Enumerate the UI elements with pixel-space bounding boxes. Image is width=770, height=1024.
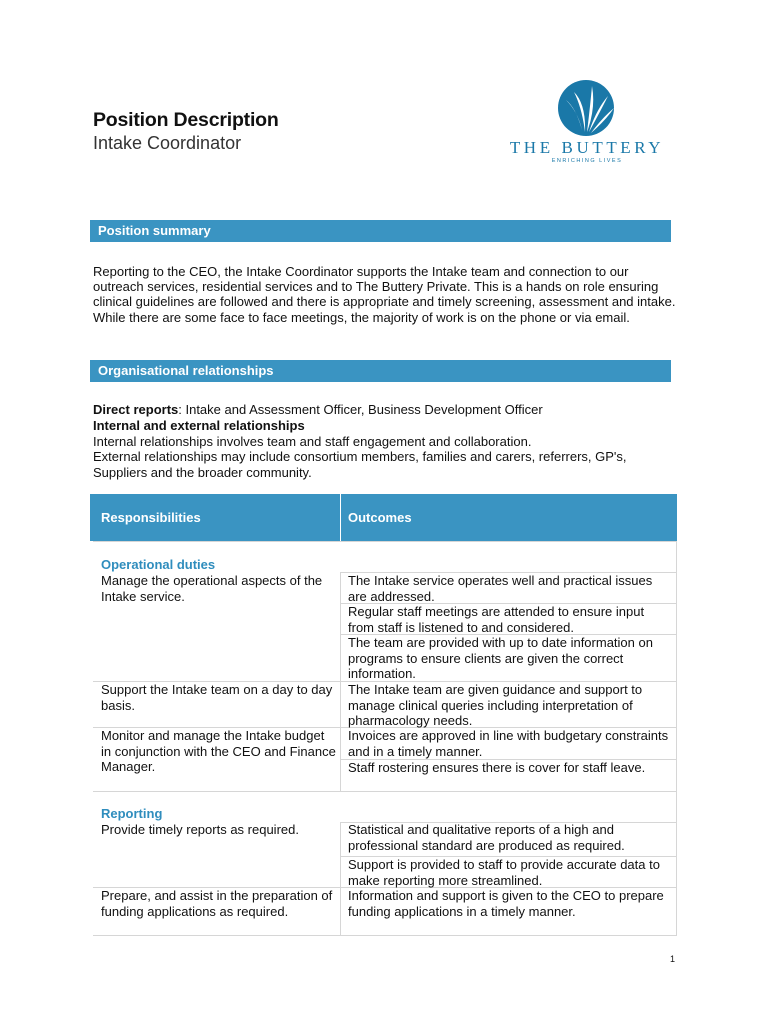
buttery-logo: [500, 76, 674, 168]
direct-reports-label: Direct reports: [93, 402, 179, 417]
responsibility-cell: Support the Intake team on a day to day basis.: [101, 682, 333, 713]
operational-duties-heading: Operational duties: [101, 557, 216, 572]
table-border: [676, 822, 677, 936]
outcome-cell: Staff rostering ensures there is cover for staff leave.: [348, 760, 646, 775]
outcome-cell: Regular staff meetings are attended to ensure input from staff is listened to and considered.: [348, 604, 645, 635]
outcome-cell: Invoices are approved in line with budgetary constraints and in a timely manner.: [348, 728, 669, 759]
relationships-heading: Organisational relationships: [90, 360, 671, 382]
internal-relationships-text: Internal relationships involves team and staff engagement and collaboration.: [93, 434, 532, 449]
reporting-heading: Reporting: [101, 806, 163, 821]
external-relationships-text: External relationships may include consortium members, families and carers, referrers, GP's, Suppliers and the broader community.: [93, 449, 627, 480]
outcome-cell: The team are provided with up to date information on programs to ensure clients are given the correct information.: [348, 635, 653, 681]
outcome-cell: Information and support is given to the CEO to prepare funding applications in a timely manner.: [348, 888, 664, 919]
table-rule: [93, 791, 677, 792]
direct-reports-text: : Intake and Assessment Officer, Business Development Officer: [178, 402, 543, 417]
logo-wordmark: THE BUTTERY: [509, 138, 665, 157]
logo-leaf-icon: [552, 78, 622, 138]
responsibility-cell: Prepare, and assist in the preparation of funding applications as required.: [101, 888, 333, 919]
direct-reports: [93, 402, 678, 418]
outcome-cell: Support is provided to staff to provide accurate data to make reporting more streamlined.: [348, 857, 660, 888]
responsibility-cell: Monitor and manage the Intake budget in conjunction with the CEO and Finance Manager.: [101, 728, 336, 774]
col-outcomes: Outcomes: [348, 510, 412, 525]
page-number: 1: [670, 954, 676, 964]
document-subtitle: Intake Coordinator: [93, 133, 242, 153]
position-summary-text: Reporting to the CEO, the Intake Coordinator supports the Intake team and connection to our outreach services, residential services and to The Buttery Private. This is a hands on role ensuring clinical guidelines are followed and there is appropriate and timely screening, assessment and intake. While there are some face to face meetings, the majority of work is on the phone or via email.: [93, 264, 676, 325]
responsibilities-table-header: [90, 494, 677, 541]
document-title: Position Description: [93, 109, 279, 131]
header-divider: [340, 494, 341, 541]
position-summary-heading: Position summary: [90, 220, 671, 242]
logo-tagline: ENRICHING LIVES: [551, 158, 623, 164]
table-column-divider: [340, 822, 341, 936]
outcome-cell: Statistical and qualitative reports of a high and professional standard are produced as required.: [348, 822, 625, 853]
table-rule: [93, 541, 677, 542]
responsibility-cell: Provide timely reports as required.: [101, 822, 299, 837]
internal-external-label: Internal and external relationships: [93, 418, 305, 433]
col-responsibilities: Responsibilities: [101, 510, 201, 525]
outcome-cell: The Intake team are given guidance and support to manage clinical queries including interpretation of pharmacology needs.: [348, 682, 643, 728]
table-border: [676, 541, 677, 572]
table-rule: [93, 935, 677, 936]
table-border: [676, 791, 677, 822]
outcome-cell: The Intake service operates well and practical issues are addressed.: [348, 573, 653, 604]
responsibility-cell: Manage the operational aspects of the Intake service.: [101, 573, 323, 604]
